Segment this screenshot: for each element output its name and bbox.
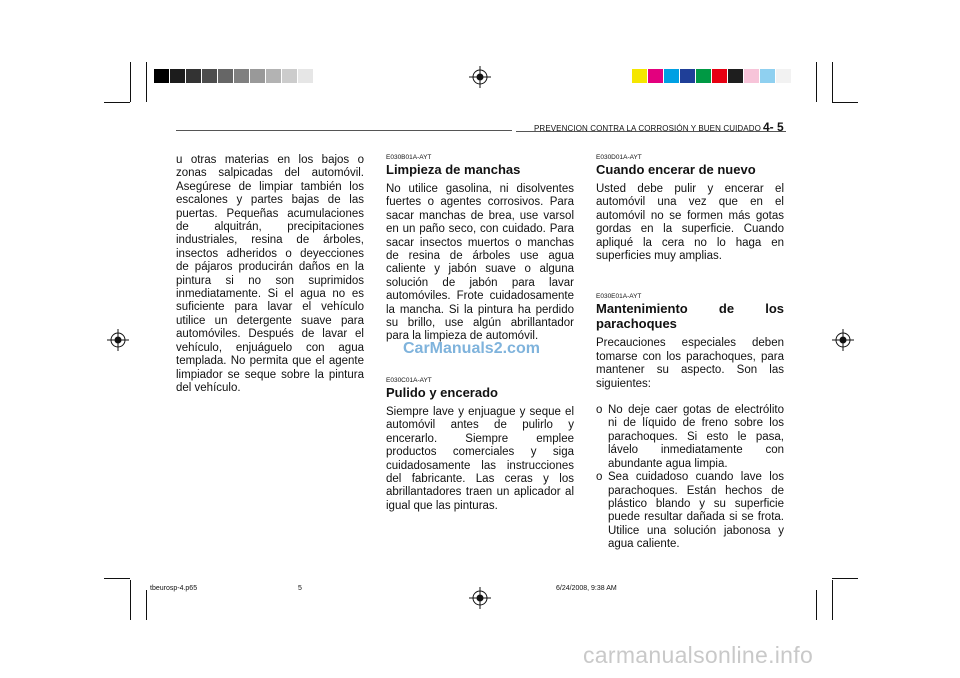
color-swatch: [744, 69, 759, 83]
header-rule-left: [176, 130, 512, 131]
registration-target-left-icon: [107, 329, 129, 351]
section-body-encerar: Usted debe pulir y encerar el automóvil una vez que en el automóvil no se formen más gotas gordas en la superficie. Cuando apliqué la cera no lo haga en superficies muy amplias.: [596, 183, 784, 263]
gray-swatch: [218, 69, 233, 83]
color-swatch: [712, 69, 727, 83]
section-title-parachoques: Mantenimiento de los parachoques: [596, 301, 784, 332]
gray-swatch: [266, 69, 281, 83]
list-item: [596, 471, 784, 551]
section-code: E030B01A-AYT: [386, 154, 432, 161]
registration-target-right-icon: [832, 329, 854, 351]
color-swatch: [632, 69, 647, 83]
bullet-text: No deje caer gotas de electrólito ni de líquido de freno sobre los parachoques. Si esto le pasa, lávelo inmediatamente con abundante agua limpia.: [608, 404, 784, 470]
color-swatch: [760, 69, 775, 83]
color-swatch: [776, 69, 791, 83]
gray-swatch: [154, 69, 169, 83]
section-code: E030C01A-AYT: [386, 376, 432, 384]
gray-swatch: [234, 69, 249, 83]
page-number: 4- 5: [763, 120, 784, 134]
section-body-limpieza: No utilice gasolina, ni disolventes fuertes o agentes corrosivos. Para sacar manchas de brea, use varsol en un paño seco, con cuidado. Para sacar insectos muertos o manchas de resina de árboles use agua caliente y jabón suave o alguna solución de jabón para lavar automóviles. Frote cuidadosamente la mancha. Si la pintura ha perdido su brillo, use algún abrillantador para la limpieza de automóvil.: [386, 183, 574, 343]
color-swatch: [680, 69, 695, 83]
gray-swatch: [282, 69, 297, 83]
section-body-pulido: Siempre lave y enjuague y seque el automóvil antes de pulirlo y encerarlo. Siempre emplee productos comerciales y siga cuidadosamente las instrucciones del fabricante. Las ceras y los abrillantadores traen un aplicador al igual que las pinturas.: [386, 405, 574, 512]
section-title-limpieza: Limpieza de manchas: [386, 162, 521, 177]
footer-page: 5: [298, 585, 302, 592]
gray-swatch: [250, 69, 265, 83]
footer-timestamp: 6/24/2008, 9:38 AM: [556, 585, 617, 592]
column-1: [176, 154, 364, 395]
gray-swatch: [298, 69, 313, 83]
registration-target-top-icon: [469, 66, 491, 88]
section-code: E030E01A-AYT: [596, 293, 642, 301]
bullet-mark: o: [596, 404, 603, 417]
column-2: [386, 154, 574, 513]
section-intro-parachoques: Precauciones especiales deben tomarse con los parachoques, para mantener su aspecto. Son las siguientes:: [596, 337, 784, 390]
bullet-text: Sea cuidadoso cuando lave los parachoques. Están hechos de plástico blando y su superficie puede resultar dañada si se frota. Utilice una solución jabonosa y agua caliente.: [608, 471, 784, 551]
section-header-title: PREVENCION CONTRA LA CORROSIÓN Y BUEN CUIDADO: [534, 124, 761, 133]
carmanuals-watermark[interactable]: CarManuals2.com: [403, 340, 540, 357]
color-swatch: [648, 69, 663, 83]
footer-file-name: tbeurosp-4.p65: [150, 585, 198, 592]
color-swatch: [696, 69, 711, 83]
color-swatch: [664, 69, 679, 83]
section-title-pulido: Pulido y encerado: [386, 384, 498, 400]
bullet-mark: o: [596, 471, 603, 484]
col1-paragraph: u otras materias en los bajos o zonas salpicadas del automóvil. Asegúrese de limpiar también los escalones y partes bajas de las puertas. Pequeñas acumulaciones de alquitrán, precipitaciones industriales, resina de árboles, insectos adheridos o deyecciones de pájaros producirán daños en la pintura si no son suprimidos inmediatamente. Si el agua no es suficiente para lavar el vehículo utilice un detergente suave para automóviles. Después de lavar el vehículo, enjuáguelo con agua templada. No permita que el agente limpiador se seque sobre la pintura del vehículo.: [176, 154, 364, 394]
list-item: [596, 404, 784, 471]
color-swatch: [728, 69, 743, 83]
site-watermark[interactable]: carmanualsonline.info: [583, 642, 814, 668]
registration-target-bottom-icon: [469, 587, 491, 609]
section-title-encerar: Cuando encerar de nuevo: [596, 162, 756, 177]
gray-swatch: [186, 69, 201, 83]
gray-swatch: [202, 69, 217, 83]
gray-swatch: [170, 69, 185, 83]
section-code: E030D01A-AYT: [596, 154, 642, 161]
column-3: [596, 154, 784, 552]
